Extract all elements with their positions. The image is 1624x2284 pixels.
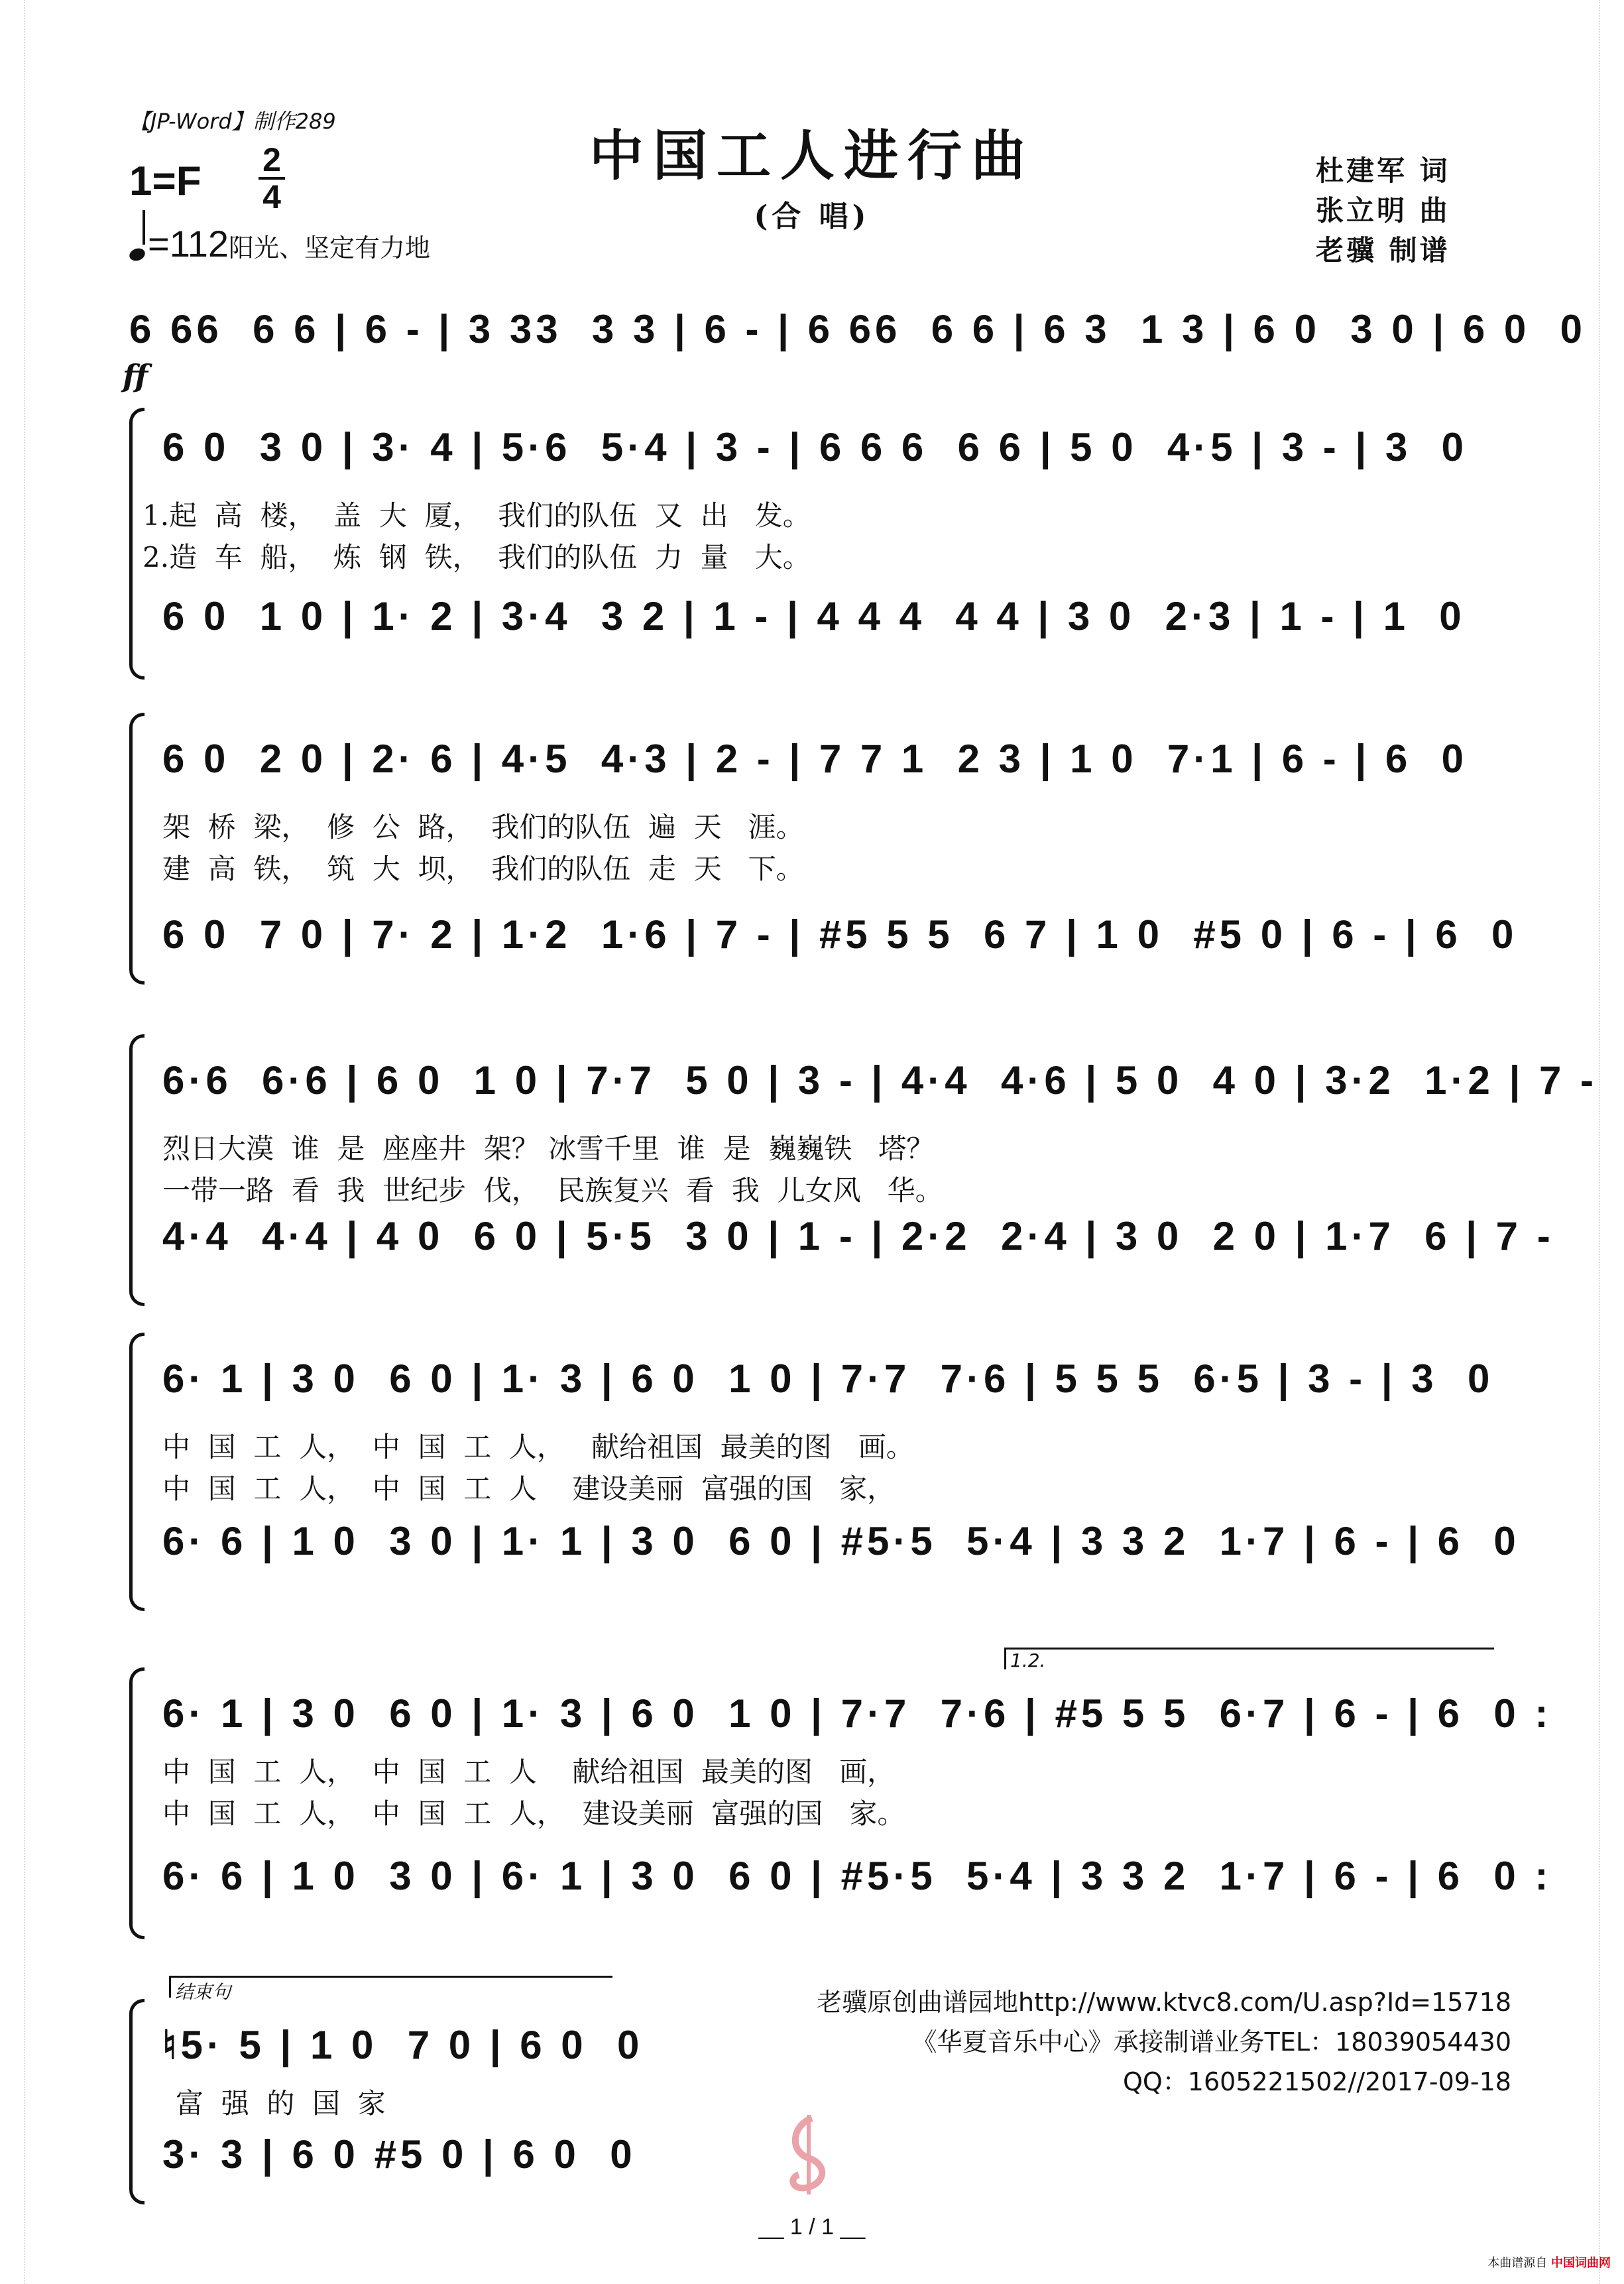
time-bottom: 4 bbox=[259, 177, 285, 214]
system-3-upper: 6·6 6·6 | 6 0 1 0 | 7·7 5 0 | 3 - | 4·4 4·6 | 5 0 4 0 | 3·2 1·2 | 7 - bbox=[162, 1058, 1598, 1103]
watermark bbox=[1487, 2254, 1611, 2271]
right-margin-strip bbox=[1599, 0, 1624, 2284]
subtitle: (合 唱) bbox=[754, 200, 870, 233]
system-4-upper: 6· 1 | 3 0 6 0 | 1· 3 | 6 0 1 0 | 7·7 7·6 | 5 5 5 6·5 | 3 - | 3 0 bbox=[162, 1356, 1494, 1401]
system-4-lower: 6· 6 | 1 0 3 0 | 1· 1 | 3 0 6 0 | #5·5 5·4 | 3 3 2 1·7 | 6 - | 6 0 bbox=[162, 1519, 1520, 1563]
system-2-upper: 6 0 2 0 | 2· 6 | 4·5 4·3 | 2 - | 7 7 1 2 3 | 1 0 7·1 | 6 - | 6 0 bbox=[162, 737, 1468, 781]
arranger: 老骥 制谱 bbox=[1316, 234, 1450, 267]
system-5-lyric-1: 中 国 工 人， 中 国 工 人 献给祖国 最美的图 画， bbox=[162, 1756, 896, 1788]
system-2-lyric-1: 架 桥 梁， 修 公 路， 我们的队伍 遍 天 涯。 bbox=[162, 811, 804, 843]
footer-line-3: QQ：1605221502//2017-09-18 bbox=[1122, 2067, 1511, 2096]
system-4-lyric-2: 中 国 工 人， 中 国 工 人 建设美丽 富强的国 家， bbox=[162, 1473, 896, 1505]
system-brace bbox=[129, 1999, 145, 2204]
dynamic-mark: ff bbox=[123, 358, 148, 394]
maker-label: 【JP-Word】制作289 bbox=[129, 109, 336, 134]
system-3-lyric-1: 烈日大漠 谁 是 座座井 架？ 冰雪千里 谁 是 巍巍铁 塔？ bbox=[162, 1132, 935, 1165]
system-3-lyric-2: 一带一路 看 我 世纪步 伐， 民族复兴 看 我 儿女风 华。 bbox=[162, 1174, 943, 1207]
ending-bracket: 结束句 bbox=[169, 1976, 612, 1998]
system-brace bbox=[129, 1667, 145, 1939]
system-2-lower: 6 0 7 0 | 7· 2 | 1·2 1·6 | 7 - | #5 5 5 6 7 | 1 0 #5 0 | 6 - | 6 0 bbox=[162, 912, 1518, 957]
intro-row: 6 66 6 6 | 6 - | 3 33 3 3 | 6 - | 6 66 6 6 | 6 3 1 3 | 6 0 3 0 | 6 0 0 bbox=[129, 307, 1586, 351]
quarter-note-icon bbox=[128, 246, 147, 263]
composer: 张立明 曲 bbox=[1316, 194, 1450, 227]
page-title: 中国工人进行曲 bbox=[589, 124, 1035, 188]
ending-upper: ♮5· 5 | 1 0 7 0 | 6 0 0 bbox=[162, 2023, 644, 2067]
footer-line-2: 《华夏音乐中心》承接制谱业务TEL：18039054430 bbox=[911, 2027, 1511, 2057]
expression-text: 阳光、坚定有力地 bbox=[228, 233, 430, 263]
system-1-lyric-1: 1.起 高 楼， 盖 大 厦， 我们的队伍 又 出 发。 bbox=[143, 499, 811, 532]
system-brace bbox=[129, 713, 145, 985]
system-2-lyric-2: 建 高 铁， 筑 大 坝， 我们的队伍 走 天 下。 bbox=[162, 853, 804, 885]
tempo-mark bbox=[129, 222, 430, 265]
system-brace bbox=[129, 1333, 145, 1611]
volta-bracket: 1.2. bbox=[1004, 1648, 1494, 1669]
ending-lower: 3· 3 | 6 0 #5 0 | 6 0 0 bbox=[162, 2132, 636, 2177]
system-1-lyric-2: 2.造 车 船， 炼 钢 铁， 我们的队伍 力 量 大。 bbox=[143, 541, 811, 573]
time-top: 2 bbox=[262, 141, 281, 178]
watermark-left: 本曲谱源自 bbox=[1487, 2256, 1548, 2270]
system-1-upper: 6 0 3 0 | 3· 4 | 5·6 5·4 | 3 - | 6 6 6 6 6 | 5 0 4·5 | 3 - | 3 0 bbox=[162, 425, 1468, 469]
footer-credits bbox=[817, 1982, 1511, 2102]
system-1-lower: 6 0 1 0 | 1· 2 | 3·4 3 2 | 1 - | 4 4 4 4 4 | 3 0 2·3 | 1 - | 1 0 bbox=[162, 594, 1466, 638]
tempo-value: =112 bbox=[148, 223, 229, 265]
system-4-lyric-1: 中 国 工 人， 中 国 工 人， 献给祖国 最美的图 画。 bbox=[162, 1431, 914, 1463]
time-signature bbox=[259, 143, 285, 214]
left-margin-strip bbox=[0, 0, 25, 2284]
watermark-right: 中国词曲网 bbox=[1551, 2256, 1611, 2270]
ending-lyric: 富 强 的 国 家 bbox=[176, 2087, 386, 2120]
lyricist: 杜建军 词 bbox=[1316, 154, 1450, 187]
system-5-lower: 6· 6 | 1 0 3 0 | 6· 1 | 3 0 6 0 | #5·5 5·4 | 3 3 2 1·7 | 6 - | 6 0 : bbox=[162, 1854, 1552, 1898]
system-brace bbox=[129, 1034, 145, 1306]
system-3-lower: 4·4 4·4 | 4 0 6 0 | 5·5 3 0 | 1 - | 2·2 2·4 | 3 0 2 0 | 1·7 6 | 7 - bbox=[162, 1214, 1554, 1258]
treble-clef-logo-icon bbox=[772, 2112, 845, 2198]
system-5-upper: 6· 1 | 3 0 6 0 | 1· 3 | 6 0 1 0 | 7·7 7·6 | #5 5 5 6·7 | 6 - | 6 0 : bbox=[162, 1691, 1552, 1736]
credits bbox=[1316, 151, 1450, 270]
page-number: __ 1 / 1 __ bbox=[758, 2214, 866, 2240]
system-5-lyric-2: 中 国 工 人， 中 国 工 人， 建设美丽 富强的国 家。 bbox=[162, 1797, 905, 1830]
footer-line-1: 老骥原创曲谱园地http://www.ktvc8.com/U.asp?Id=15718 bbox=[816, 1988, 1511, 2017]
key-signature: 1=F bbox=[129, 158, 202, 204]
